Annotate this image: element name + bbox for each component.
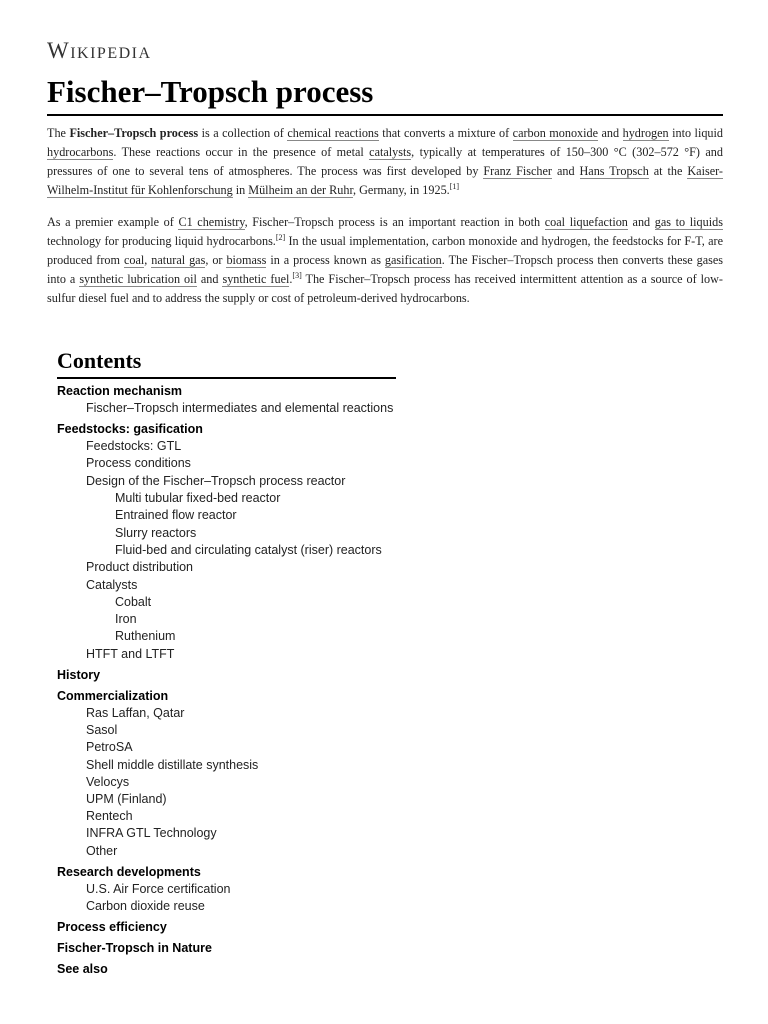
text-run: in	[232, 183, 249, 197]
toc-item-level-2[interactable]: Product distribution	[86, 560, 194, 575]
toc-item-level-2[interactable]: Shell middle distillate synthesis	[86, 757, 259, 772]
toc-item-level-1[interactable]: Research developments	[57, 864, 201, 879]
text-run: technology for producing liquid hydrocarbons.	[47, 234, 276, 248]
article-link[interactable]: chemical reactions	[287, 126, 379, 140]
text-run: and	[627, 215, 655, 229]
article-link[interactable]: synthetic fuel	[222, 272, 290, 286]
intro-paragraph-2	[47, 213, 723, 308]
text-run: and	[551, 164, 580, 178]
text-run: is a collection of	[198, 126, 288, 140]
toc-item-level-1[interactable]: See also	[57, 962, 108, 977]
text-run: As a premier example of	[47, 215, 179, 229]
toc-item-level-1[interactable]: Commercialization	[57, 689, 169, 704]
text-run: that converts a mixture of	[378, 126, 513, 140]
toc-item-level-1[interactable]: History	[57, 668, 101, 683]
toc-item-level-2[interactable]: Process conditions	[86, 456, 191, 471]
text-run: and	[196, 272, 223, 286]
citation-ref[interactable]: [2]	[275, 232, 286, 242]
text-run: In the usual implementation, carbon monoxide and hydrogen, the feedstocks for F-T, are produced from	[47, 234, 723, 267]
toc-item-level-3[interactable]: Ruthenium	[115, 629, 176, 644]
toc-item-level-2[interactable]: Catalysts	[86, 577, 138, 592]
article-link[interactable]: biomass	[226, 253, 267, 267]
article-link[interactable]: C1 chemistry	[178, 215, 245, 229]
toc-item-level-3[interactable]: Fluid-bed and circulating catalyst (riser) reactors	[115, 542, 382, 557]
article-link[interactable]: coal	[123, 253, 145, 267]
toc-item-level-2[interactable]: PetroSA	[86, 740, 133, 755]
text-run: .	[289, 272, 293, 286]
bold-term: Fischer–Tropsch process	[69, 126, 199, 140]
text-run: at the	[648, 164, 688, 178]
article-link[interactable]: coal liquefaction	[544, 215, 628, 229]
article-link[interactable]: natural gas	[151, 253, 206, 267]
article-link[interactable]: hydrocarbons	[47, 145, 114, 159]
wikipedia-wordmark[interactable]: Wikipedia	[47, 38, 152, 63]
toc-item-level-1[interactable]: Feedstocks: gasification	[57, 422, 203, 437]
toc-item-level-2[interactable]: Velocys	[86, 774, 130, 789]
article-link[interactable]: carbon monoxide	[512, 126, 599, 140]
toc-item-level-1[interactable]: Reaction mechanism	[57, 384, 183, 398]
text-run: , typically at temperatures of 150–300 °C (302–572 °F) and pressures of one to several tens of atmospheres. The process was first developed by	[47, 145, 723, 178]
toc-item-level-2[interactable]: Fischer–Tropsch intermediates and elemental reactions	[86, 401, 394, 415]
toc-item-level-2[interactable]: Design of the Fischer–Tropsch process reactor	[86, 473, 346, 488]
toc-item-level-2[interactable]: Rentech	[86, 809, 133, 824]
text-run: , Fischer–Tropsch process is an important reaction in both	[244, 215, 545, 229]
article-link[interactable]: Hans Tropsch	[579, 164, 649, 178]
article-link[interactable]: gas to liquids	[654, 215, 723, 229]
article-link[interactable]: gasification	[384, 253, 442, 267]
toc-item-level-3[interactable]: Cobalt	[115, 594, 152, 609]
toc-item-level-3[interactable]: Slurry reactors	[115, 525, 197, 540]
text-run: into liquid	[668, 126, 723, 140]
toc-item-level-3[interactable]: Multi tubular fixed-bed reactor	[115, 490, 281, 505]
toc-item-level-3[interactable]: Iron	[115, 612, 137, 627]
citation-ref[interactable]: [1]	[449, 181, 460, 191]
text-run: in a process known as	[266, 253, 385, 267]
page-title: Fischer–Tropsch process	[47, 74, 723, 116]
article-link[interactable]: catalysts	[369, 145, 412, 159]
text-run: The Fischer–Tropsch process has received intermittent attention as a source of low-sulfur diesel fuel and to address the supply or cost of petroleum-derived hydrocarbons.	[47, 272, 723, 305]
toc-item-level-2[interactable]: U.S. Air Force certification	[86, 881, 231, 896]
text-run: . These reactions occur in the presence of metal	[113, 145, 370, 159]
toc-item-level-2[interactable]: Other	[86, 843, 118, 858]
toc-item-level-2[interactable]: UPM (Finland)	[86, 791, 167, 806]
toc-item-level-2[interactable]: INFRA GTL Technology	[86, 826, 217, 841]
toc-item-level-2[interactable]: Ras Laffan, Qatar	[86, 706, 185, 721]
text-run: , or	[205, 253, 227, 267]
table-of-contents	[57, 383, 457, 978]
article-link[interactable]: synthetic lubrication oil	[79, 272, 197, 286]
article-link[interactable]: Kaiser-Wilhelm-Institut für Kohlenforschung	[47, 164, 723, 197]
toc-item-level-1[interactable]: Fischer-Tropsch in Nature	[57, 941, 212, 956]
article-link[interactable]: hydrogen	[622, 126, 669, 140]
text-run: The	[47, 126, 70, 140]
article-link[interactable]: Mülheim an der Ruhr	[248, 183, 354, 197]
citation-ref[interactable]: [3]	[292, 270, 302, 280]
article-link[interactable]: Franz Fischer	[483, 164, 552, 178]
toc-item-level-2[interactable]: Feedstocks: GTL	[86, 439, 182, 454]
text-run: . The Fischer–Tropsch process then converts these gases into a	[47, 253, 723, 286]
toc-item-level-1[interactable]: Process efficiency	[57, 920, 167, 935]
toc-item-level-2[interactable]: Carbon dioxide reuse	[86, 898, 205, 913]
toc-item-level-2[interactable]: Sasol	[86, 723, 118, 738]
toc-item-level-3[interactable]: Entrained flow reactor	[115, 508, 237, 523]
toc-item-level-2[interactable]: HTFT and LTFT	[86, 646, 175, 661]
text-run: ,	[144, 253, 152, 267]
text-run: , Germany, in 1925.	[353, 183, 450, 197]
toc-title: Contents	[57, 348, 396, 379]
text-run: and	[598, 126, 623, 140]
intro-paragraph-1	[47, 124, 723, 200]
